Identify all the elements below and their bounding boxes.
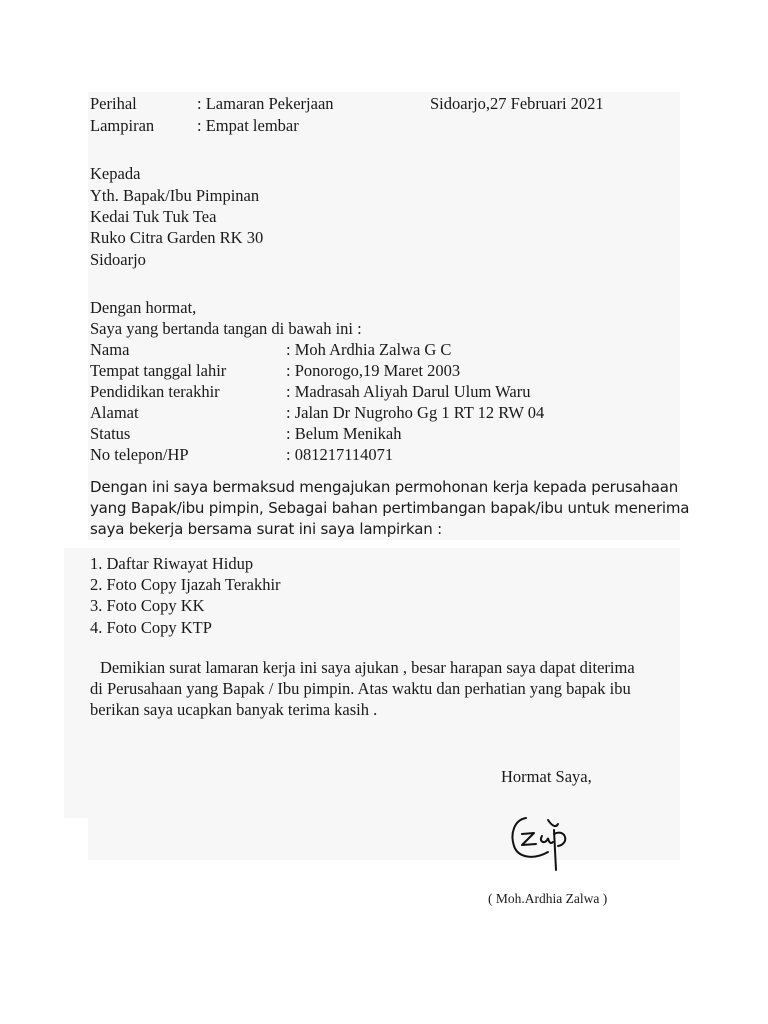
recipient-line: Ruko Citra Garden RK 30	[90, 228, 264, 247]
attachment-item: 4. Foto Copy KTP	[90, 618, 212, 637]
attachment-item: 1. Daftar Riwayat Hidup	[90, 554, 254, 573]
closing-line: Demikian surat lamaran kerja ini saya ajukan , besar harapan saya dapat diterima	[100, 658, 635, 677]
purpose-line: yang Bapak/ibu pimpin, Sebagai bahan pertimbangan bapak/ibu untuk menerima	[90, 499, 690, 517]
recipient-line: Kepada	[90, 164, 141, 183]
recipient-line: Yth. Bapak/Ibu Pimpinan	[90, 186, 260, 205]
identity-label: Nama	[90, 340, 130, 359]
identity-label: Pendidikan terakhir	[90, 382, 220, 401]
identity-value: : Moh Ardhia Zalwa G C	[286, 340, 452, 359]
greeting: Dengan hormat,	[90, 298, 197, 317]
recipient-line: Sidoarjo	[90, 250, 146, 269]
identity-value: : Ponorogo,19 Maret 2003	[286, 361, 461, 380]
purpose-line: saya bekerja bersama surat ini saya lampirkan :	[90, 520, 442, 538]
lampiran-label: Lampiran	[90, 116, 155, 135]
lampiran-value: : Empat lembar	[197, 116, 299, 135]
perihal-value: : Lamaran Pekerjaan	[197, 94, 334, 113]
attachment-item: 3. Foto Copy KK	[90, 596, 205, 615]
identity-value: : Belum Menikah	[286, 424, 402, 443]
identity-value: : Madrasah Aliyah Darul Ulum Waru	[286, 382, 531, 401]
attachment-item: 2. Foto Copy Ijazah Terakhir	[90, 575, 281, 594]
closing-line: berikan saya ucapkan banyak terima kasih .	[90, 700, 378, 719]
scan-background-band-bottom	[88, 818, 680, 860]
recipient-line: Kedai Tuk Tuk Tea	[90, 207, 217, 226]
handwritten-signature	[508, 812, 580, 872]
salutation: Hormat Saya,	[501, 767, 592, 786]
identity-label: Tempat tanggal lahir	[90, 361, 227, 380]
identity-value: : 081217114071	[286, 445, 394, 464]
identity-label: No telepon/HP	[90, 445, 189, 464]
intro-line: Saya yang bertanda tangan di bawah ini :	[90, 319, 362, 338]
perihal-label: Perihal	[90, 94, 137, 113]
place-date: Sidoarjo,27 Februari 2021	[430, 94, 604, 113]
closing-line: di Perusahaan yang Bapak / Ibu pimpin. Atas waktu dan perhatian yang bapak ibu	[90, 679, 631, 698]
purpose-line: Dengan ini saya bermaksud mengajukan permohonan kerja kepada perusahaan	[90, 478, 679, 496]
identity-label: Status	[90, 424, 131, 443]
signatory-name: ( Moh.Ardhia Zalwa )	[488, 891, 608, 906]
identity-label: Alamat	[90, 403, 139, 422]
identity-value: : Jalan Dr Nugroho Gg 1 RT 12 RW 04	[286, 403, 545, 422]
